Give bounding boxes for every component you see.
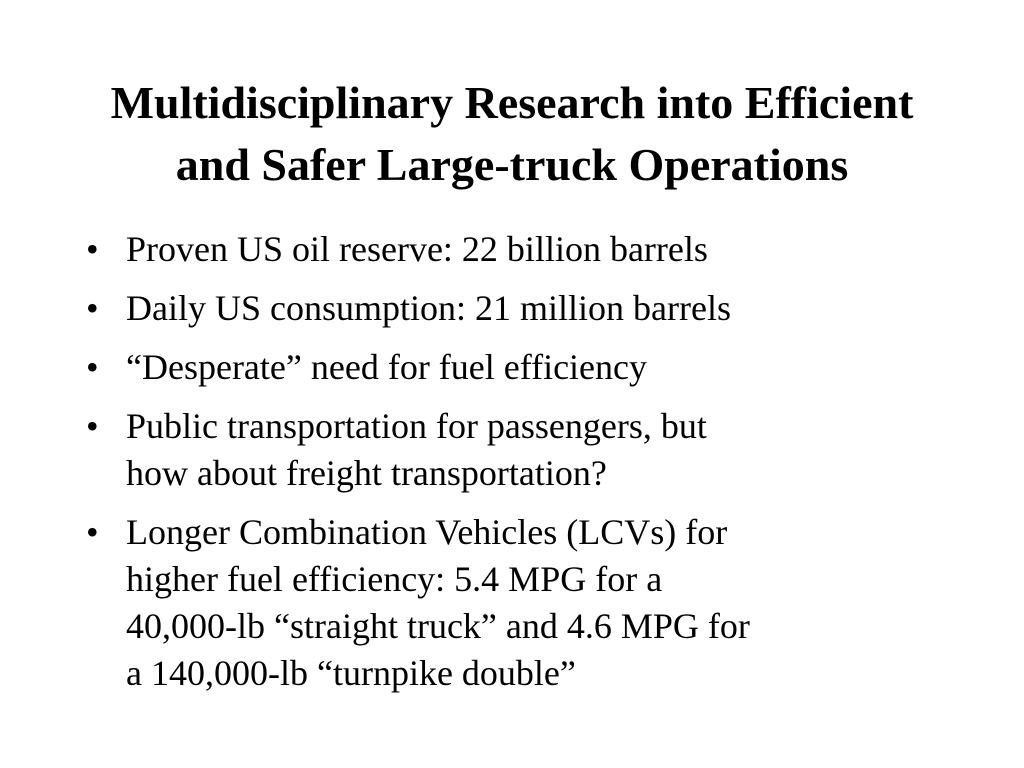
bullet-icon: • <box>86 288 99 328</box>
bullet-item-daily-consumption <box>86 285 946 332</box>
bullet-icon: • <box>86 512 99 552</box>
bullet-text: a 140,000-lb “turnpike double” <box>126 653 576 693</box>
bullet-text: Proven US oil reserve: 22 billion barrels <box>126 229 708 269</box>
bullet-text: Public transportation for passengers, but <box>126 406 707 446</box>
slide-title-line: and Safer Large-truck Operations <box>175 139 849 190</box>
bullet-item-fuel-efficiency-need <box>86 344 946 391</box>
bullet-text: higher fuel efficiency: 5.4 MPG for a <box>126 559 663 599</box>
slide-title-line: Multidisciplinary Research into Efficient <box>110 77 914 128</box>
bullet-icon: • <box>86 229 99 269</box>
bullet-text: Daily US consumption: 21 million barrels <box>126 288 731 328</box>
slide-title <box>0 72 1024 196</box>
bullet-list <box>86 226 946 709</box>
bullet-icon: • <box>86 406 99 446</box>
bullet-text: 40,000-lb “straight truck” and 4.6 MPG for <box>126 606 750 646</box>
bullet-text: how about freight transportation? <box>126 453 607 493</box>
bullet-icon: • <box>86 347 99 387</box>
bullet-text: “Desperate” need for fuel efficiency <box>126 347 648 387</box>
bullet-text: Longer Combination Vehicles (LCVs) for <box>126 512 728 552</box>
bullet-item-public-transportation <box>86 403 946 497</box>
bullet-item-lcvs <box>86 509 946 697</box>
bullet-item-oil-reserve <box>86 226 946 273</box>
